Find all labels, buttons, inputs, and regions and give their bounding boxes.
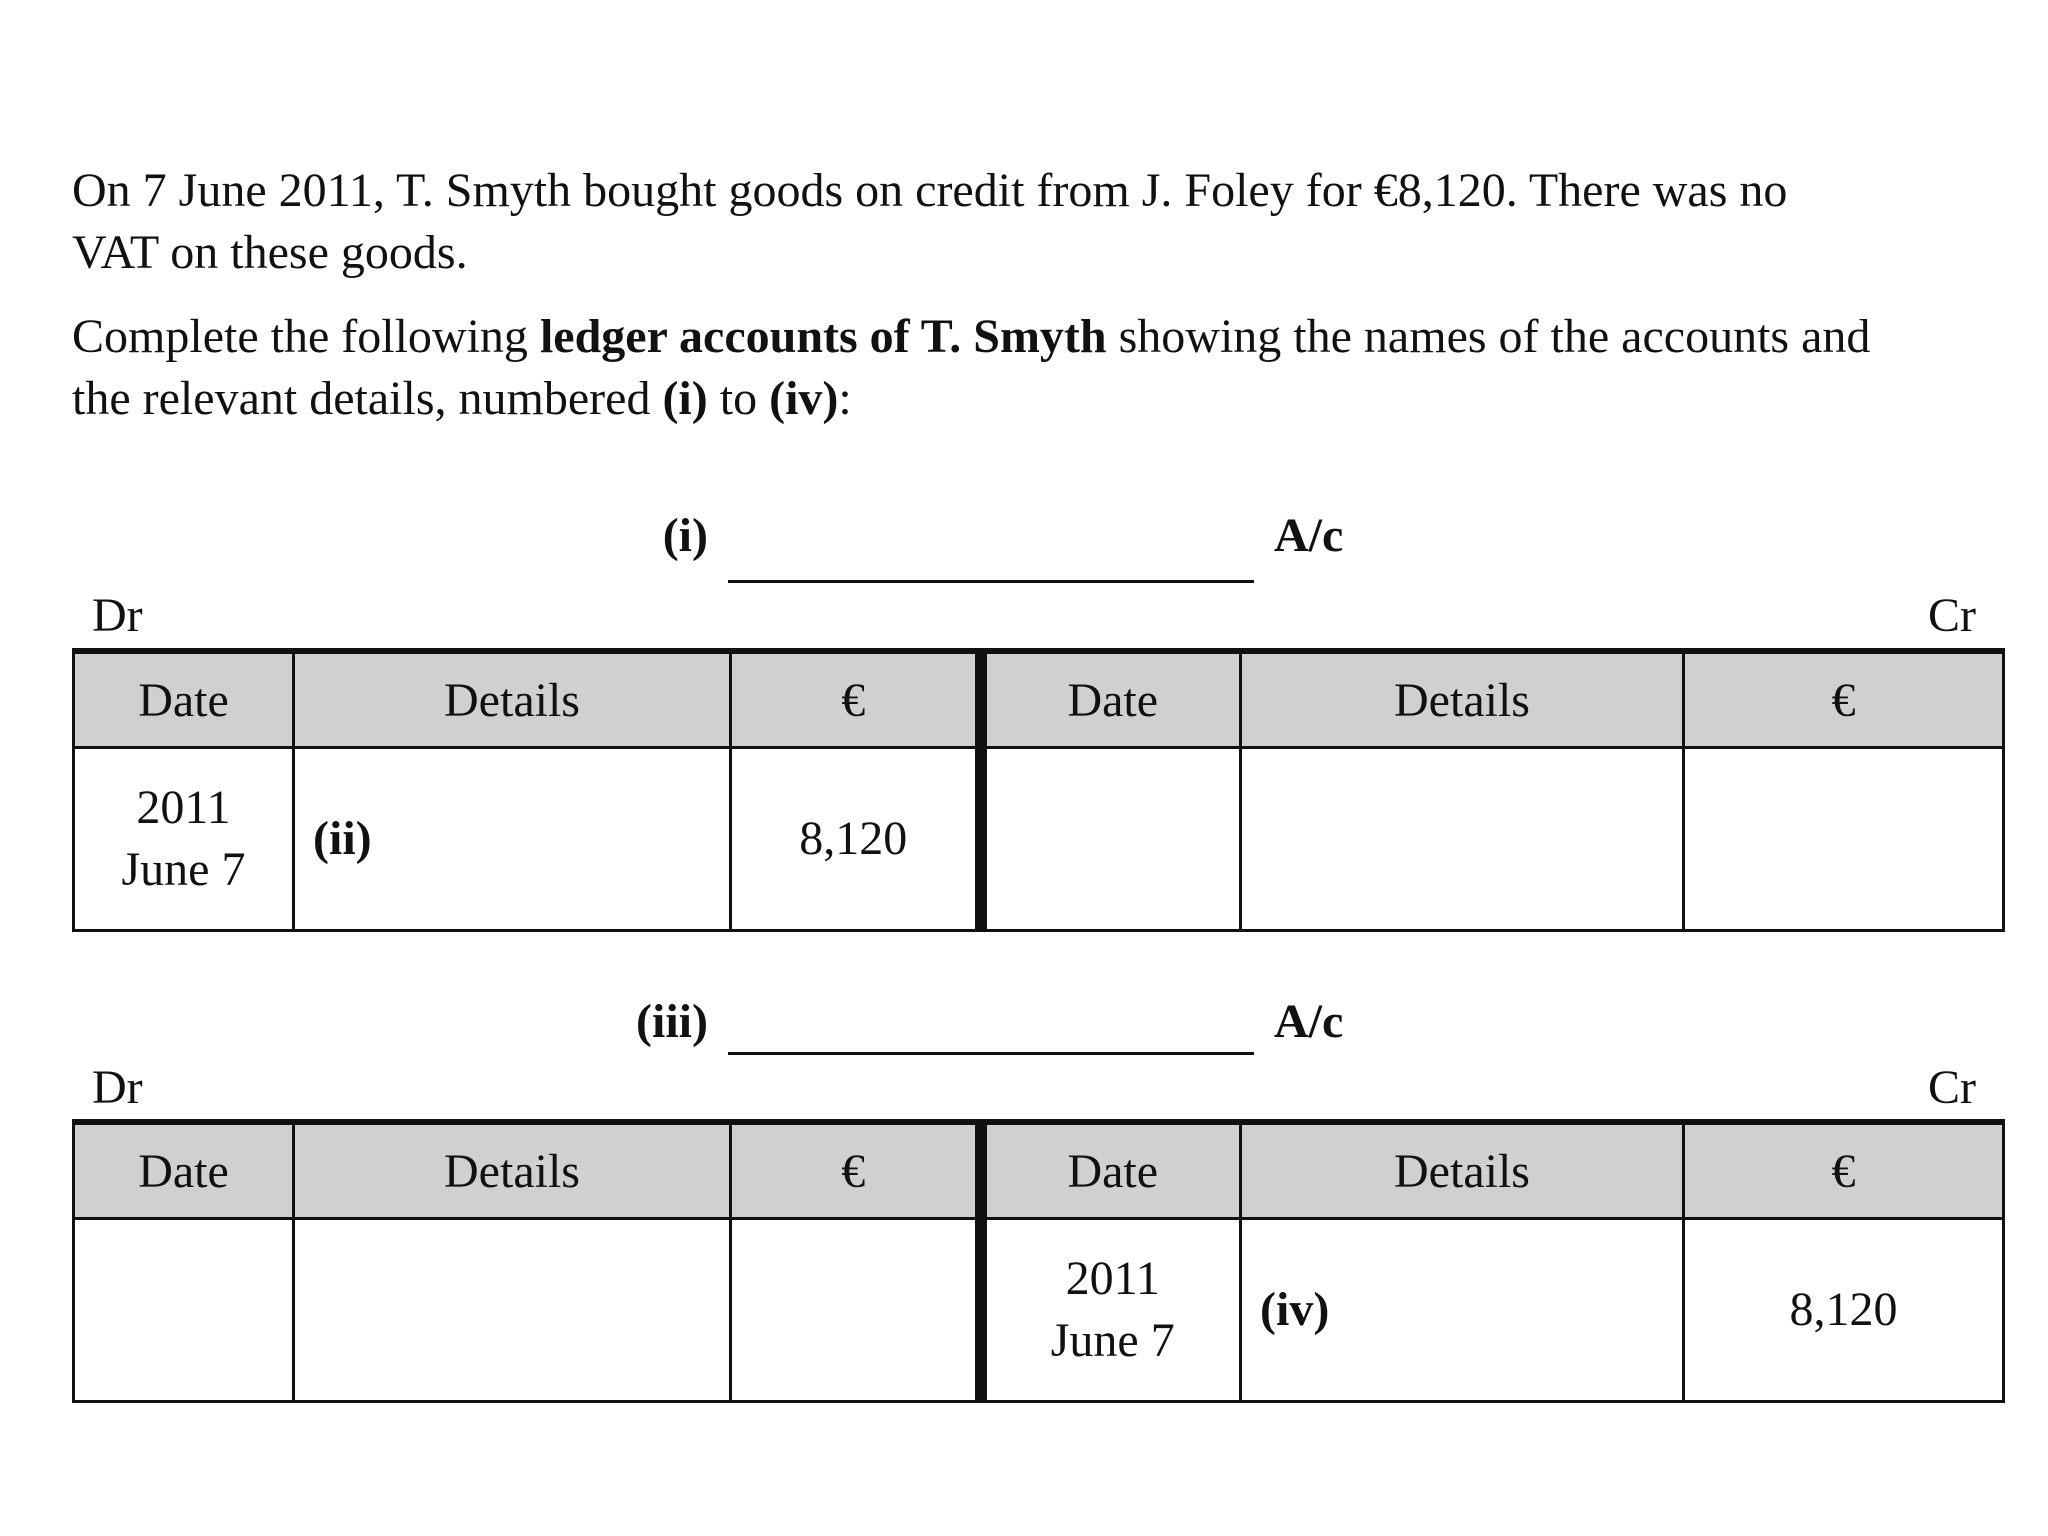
account1-name-blank[interactable] [728, 580, 1254, 583]
intro-line-1: On 7 June 2011, T. Smyth bought goods on credit from J. Foley for €8,120. There was no [72, 164, 1788, 217]
account1-suffix: A/c [1274, 509, 1344, 562]
cr-details-cell[interactable]: (iv) [1241, 1219, 1684, 1402]
cr-details-header: Details [1241, 1122, 1684, 1219]
account1-entry-row [74, 748, 2004, 931]
account2-ledger-table [72, 1119, 2005, 1403]
cr-date-header: Date [981, 1122, 1241, 1219]
cr-date-header: Date [981, 651, 1241, 748]
instruction-text-to: to [707, 372, 770, 425]
instruction-bold: ledger accounts of T. Smyth [539, 310, 1107, 363]
cr-amount-header: € [1684, 1122, 2004, 1219]
dr-date-header: Date [74, 1122, 294, 1219]
cr-date-day: June 7 [1050, 1314, 1175, 1367]
dr-date-day: June 7 [121, 843, 246, 896]
dr-amount-cell[interactable]: 8,120 [731, 748, 981, 931]
dr-date-cell[interactable] [74, 748, 294, 931]
account2-dr-label: Dr [92, 1061, 143, 1114]
cr-details-cell[interactable] [1241, 748, 1684, 931]
dr-details-header: Details [294, 651, 731, 748]
dr-amount-header: € [731, 1122, 981, 1219]
dr-amount-header: € [731, 651, 981, 748]
dr-date-cell[interactable] [74, 1219, 294, 1402]
cr-amount-cell[interactable]: 8,120 [1684, 1219, 2004, 1402]
cr-amount-cell[interactable] [1684, 748, 2004, 931]
instruction-text-2: showing the names of the accounts and [1106, 310, 1871, 363]
account1-number: (i) [662, 509, 708, 562]
account1-header-row [74, 651, 2004, 748]
dr-details-header: Details [294, 1122, 731, 1219]
cr-date-cell[interactable] [981, 748, 1241, 931]
instruction-paragraph [72, 306, 2012, 430]
cr-amount-header: € [1684, 651, 2004, 748]
account2-name-blank[interactable] [728, 1052, 1254, 1055]
cr-date-cell[interactable] [981, 1219, 1241, 1402]
intro-paragraph [72, 160, 2012, 284]
instruction-num-iv: (iv) [769, 372, 839, 425]
account2-cr-label: Cr [1928, 1061, 1976, 1114]
dr-date-year: 2011 [136, 781, 231, 834]
cr-details-header: Details [1241, 651, 1684, 748]
intro-line-2: VAT on these goods. [72, 226, 468, 279]
instruction-text-3: the relevant details, numbered [72, 372, 663, 425]
dr-date-header: Date [74, 651, 294, 748]
dr-details-cell[interactable] [294, 1219, 731, 1402]
account1-cr-label: Cr [1928, 589, 1976, 642]
account1-dr-label: Dr [92, 589, 143, 642]
account2-number: (iii) [636, 995, 708, 1048]
dr-amount-cell[interactable] [731, 1219, 981, 1402]
instruction-num-i: (i) [662, 372, 708, 425]
instruction-text-1: Complete the following [72, 310, 540, 363]
account1-ledger-table [72, 648, 2005, 932]
dr-details-cell[interactable]: (ii) [294, 748, 731, 931]
account2-suffix: A/c [1274, 995, 1344, 1048]
instruction-text-end: : [838, 372, 852, 425]
account2-header-row [74, 1122, 2004, 1219]
cr-date-year: 2011 [1065, 1252, 1160, 1305]
account2-entry-row [74, 1219, 2004, 1402]
